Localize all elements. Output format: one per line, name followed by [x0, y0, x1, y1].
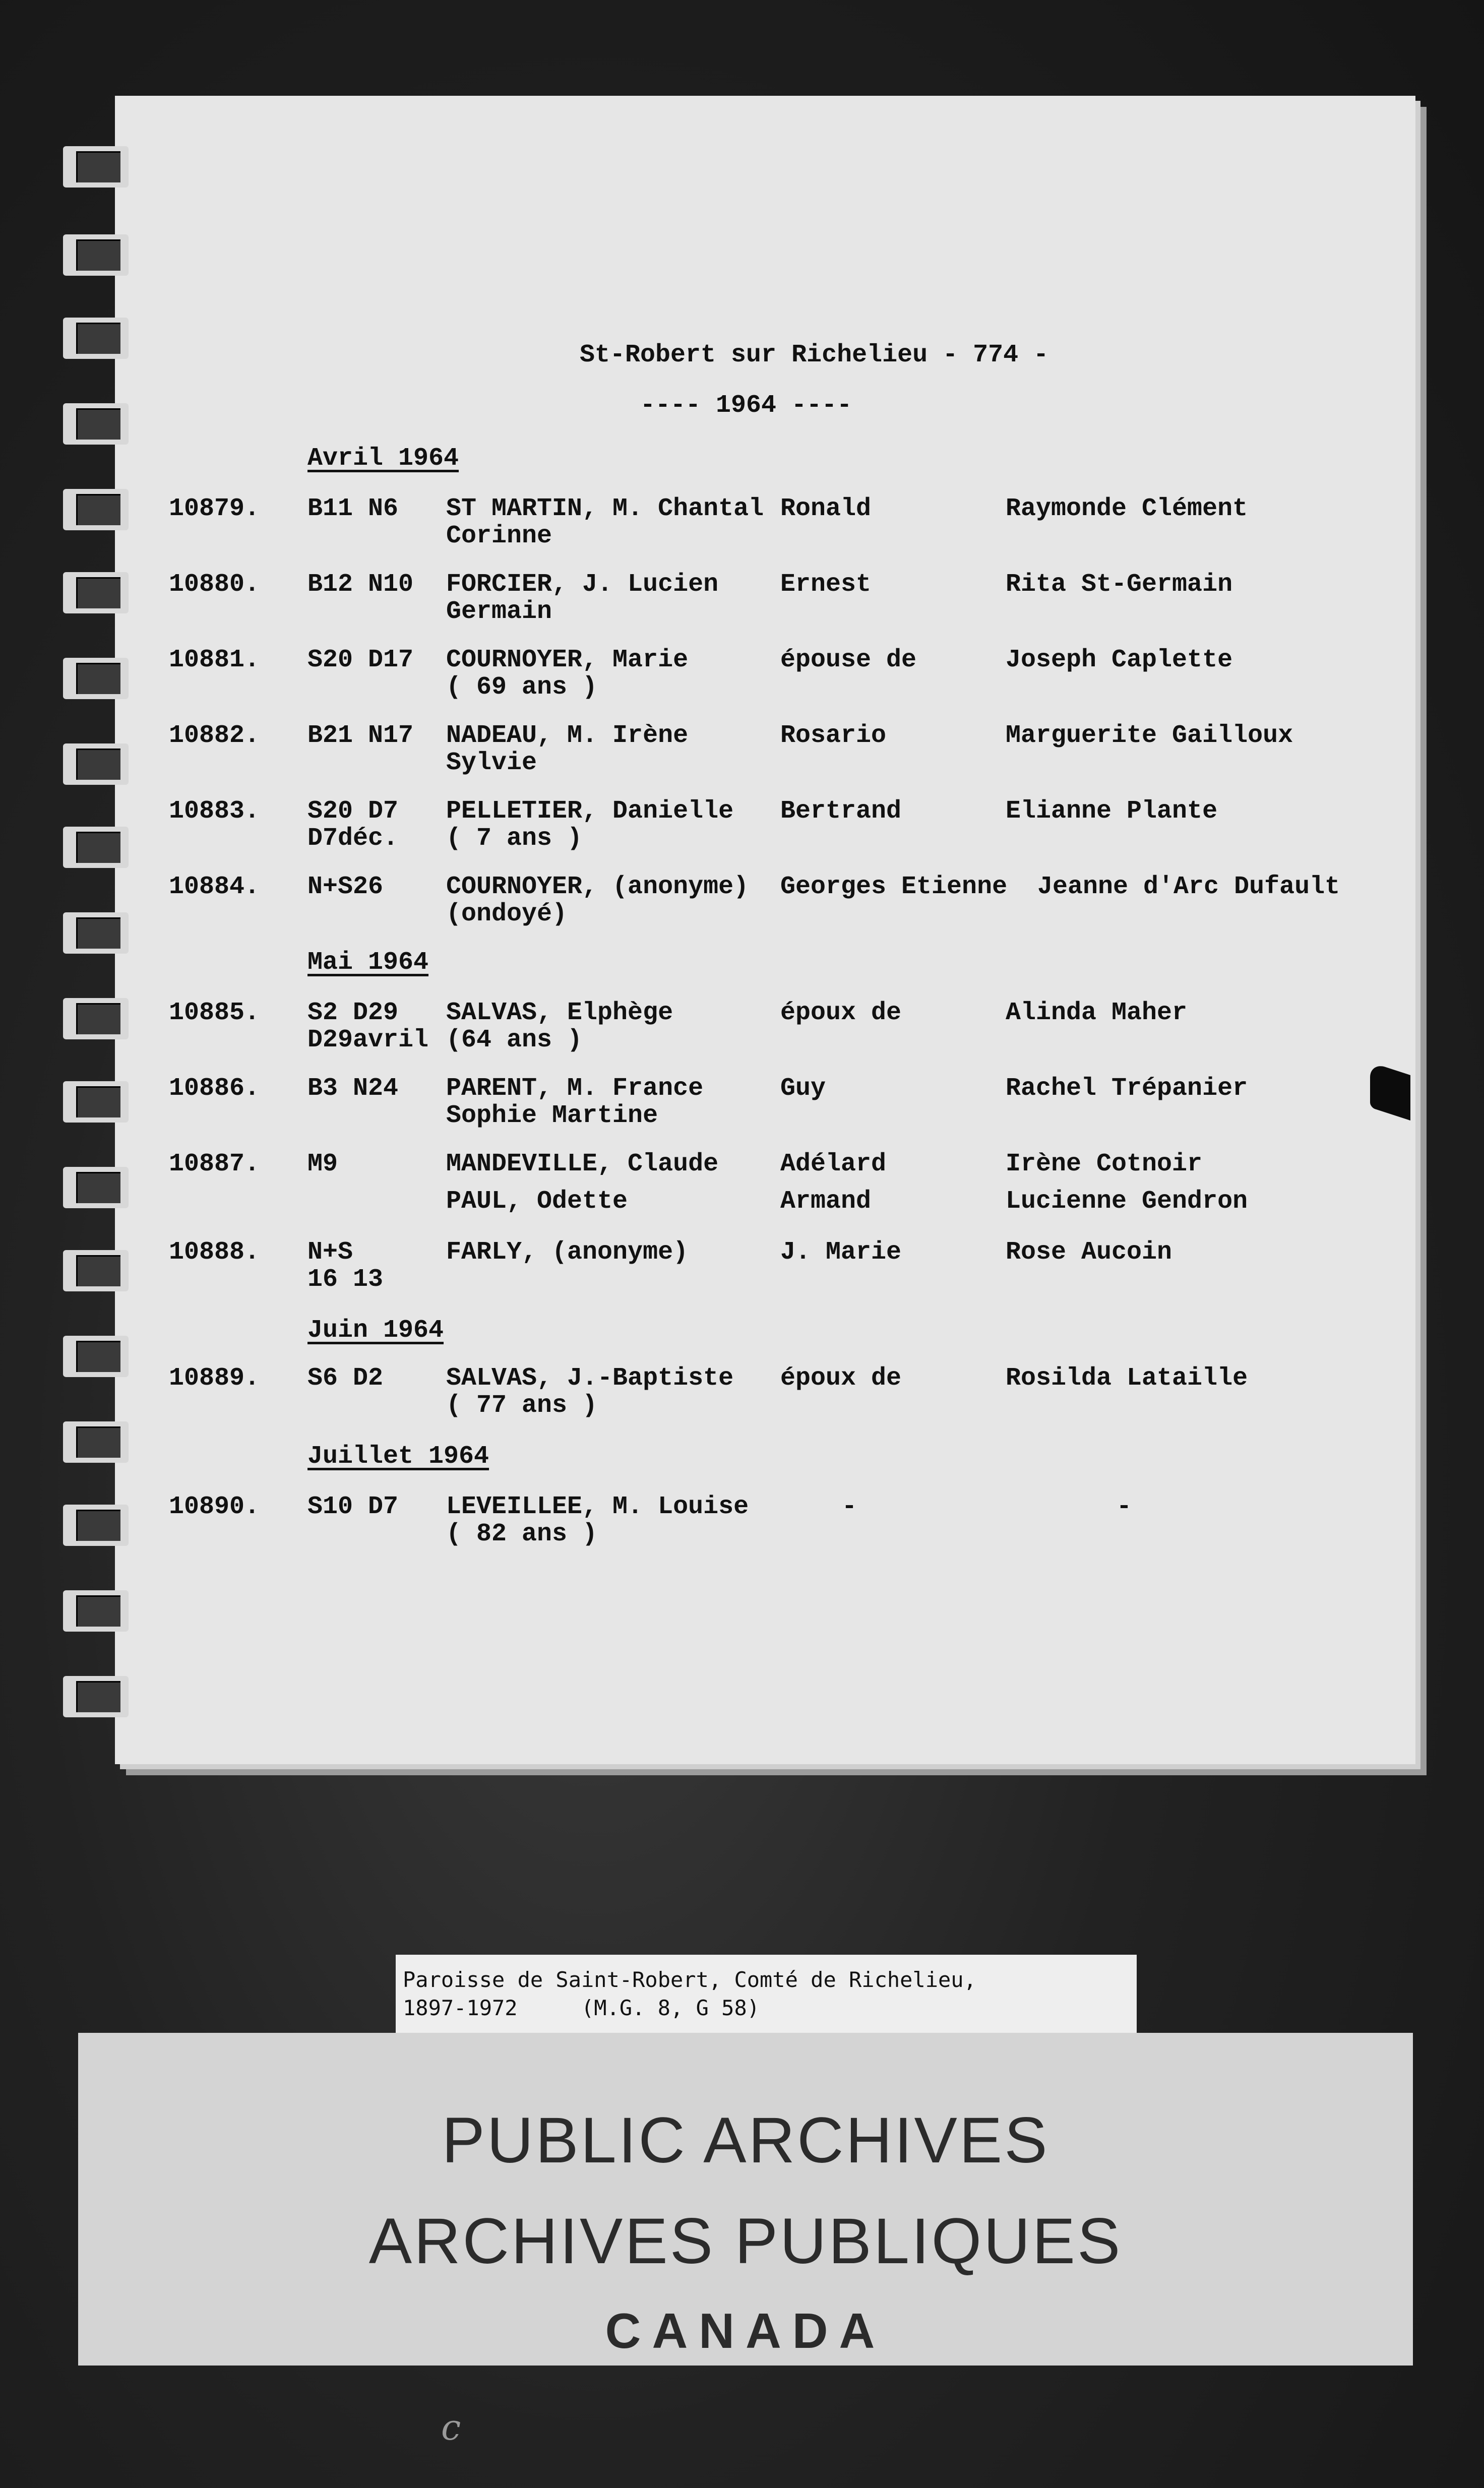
- entry-code: B3 N24: [307, 1074, 399, 1103]
- entry-code: B12 N10: [307, 570, 414, 599]
- entry-code: S6 D2: [307, 1364, 384, 1393]
- entry-name-line2: Corinne: [446, 522, 552, 550]
- entry-mother: Rita St-Germain: [1006, 570, 1233, 599]
- entry-name: MANDEVILLE, Claude: [446, 1150, 719, 1178]
- entry-number: 10885.: [169, 999, 260, 1027]
- entry-code: M9: [307, 1150, 338, 1178]
- entry-code-line2: D29avril: [307, 1026, 429, 1054]
- entry-code: N+S: [307, 1238, 353, 1267]
- entry-mother: Joseph Caplette: [1006, 646, 1233, 674]
- collection-label-line2: 1897-1972 (M.G. 8, G 58): [403, 1996, 760, 2020]
- entry-mother: Raymonde Clément: [1006, 494, 1248, 523]
- entry-father: Rosario: [780, 721, 887, 750]
- entry-father: époux de: [780, 1364, 902, 1393]
- entry-number: 10887.: [169, 1150, 260, 1178]
- entry-name: SALVAS, J.-Baptiste: [446, 1364, 734, 1393]
- entry-number: 10888.: [169, 1238, 260, 1267]
- section-heading-july: Juillet 1964: [307, 1442, 489, 1471]
- entry-mother-line2: Lucienne Gendron: [1006, 1187, 1248, 1216]
- binding-ring: [63, 234, 129, 276]
- entry-code-line2: 16 13: [307, 1265, 384, 1294]
- entry-father: -: [842, 1492, 857, 1521]
- entry-father-line2: Armand: [780, 1187, 872, 1216]
- entry-number: 10886.: [169, 1074, 260, 1103]
- entry-mother: Marguerite Gailloux: [1006, 721, 1293, 750]
- entry-father: Guy: [780, 1074, 826, 1103]
- archives-card: [78, 2033, 1413, 2366]
- entry-name: SALVAS, Elphège: [446, 999, 673, 1027]
- entry-name: FARLY, (anonyme): [446, 1238, 689, 1267]
- entry-mother: Alinda Maher: [1006, 999, 1188, 1027]
- entry-name-line2: ( 69 ans ): [446, 673, 598, 702]
- entry-name-line2: ( 7 ans ): [446, 824, 583, 853]
- entry-code: S2 D29: [307, 999, 399, 1027]
- entry-name: ST MARTIN, M. Chantal: [446, 494, 764, 523]
- entry-name-line2: (64 ans ): [446, 1026, 583, 1054]
- entry-code: B11 N6: [307, 494, 399, 523]
- pencil-mark: c: [441, 2407, 461, 2448]
- entry-mother: Jeanne d'Arc Dufault: [1037, 873, 1340, 901]
- entry-number: 10881.: [169, 646, 260, 674]
- entry-name-line2: PAUL, Odette: [446, 1187, 628, 1216]
- section-heading-may: Mai 1964: [307, 948, 429, 977]
- entry-number: 10884.: [169, 873, 260, 901]
- binding-ring: [63, 146, 129, 188]
- entry-name-line2: (ondoyé): [446, 900, 568, 928]
- entry-name-line2: Germain: [446, 597, 552, 626]
- register-entry: [0, 1492, 1484, 1696]
- entry-father: Georges Etienne: [780, 873, 1008, 901]
- entry-code: B21 N17: [307, 721, 414, 750]
- entry-number: 10879.: [169, 494, 260, 523]
- entry-name: COURNOYER, (anonyme): [446, 873, 749, 901]
- entry-mother: Rosilda Lataille: [1006, 1364, 1248, 1393]
- section-heading-june: Juin 1964: [307, 1316, 444, 1345]
- entry-name-line2: ( 77 ans ): [446, 1391, 598, 1420]
- entry-number: 10883.: [169, 797, 260, 826]
- entry-name: LEVEILLEE, M. Louise: [446, 1492, 749, 1521]
- register-title: St-Robert sur Richelieu - 774 -: [580, 341, 1049, 369]
- archives-heading-french: ARCHIVES PUBLIQUES: [368, 2205, 1123, 2277]
- binding-ring: [63, 403, 129, 445]
- entry-number: 10882.: [169, 721, 260, 750]
- entry-mother: Rachel Trépanier: [1006, 1074, 1248, 1103]
- entry-father: Ronald: [780, 494, 872, 523]
- entry-name-line2: Sylvie: [446, 749, 537, 777]
- archives-heading-english: PUBLIC ARCHIVES: [442, 2104, 1049, 2176]
- entry-mother: -: [1117, 1492, 1132, 1521]
- entry-name-line2: ( 82 ans ): [446, 1520, 598, 1548]
- entry-number: 10890.: [169, 1492, 260, 1521]
- entry-father: Bertrand: [780, 797, 902, 826]
- entry-father: épouse de: [780, 646, 917, 674]
- archives-country: CANADA: [605, 2303, 886, 2358]
- entry-name: PARENT, M. France: [446, 1074, 704, 1103]
- entry-name: COURNOYER, Marie: [446, 646, 689, 674]
- entry-mother: Elianne Plante: [1006, 797, 1218, 826]
- entry-code: S10 D7: [307, 1492, 399, 1521]
- collection-label-line1: Paroisse de Saint-Robert, Comté de Richelieu,: [403, 1967, 976, 1992]
- entry-father: Adélard: [780, 1150, 887, 1178]
- entry-name: PELLETIER, Danielle: [446, 797, 734, 826]
- entry-number: 10889.: [169, 1364, 260, 1393]
- entry-name-line2: Sophie Martine: [446, 1101, 658, 1130]
- collection-label: [396, 1955, 1137, 2033]
- entry-father: époux de: [780, 999, 902, 1027]
- entry-mother: Rose Aucoin: [1006, 1238, 1172, 1267]
- entry-number: 10880.: [169, 570, 260, 599]
- entry-code: N+S26: [307, 873, 384, 901]
- entry-code: S20 D7: [307, 797, 399, 826]
- entry-name: FORCIER, J. Lucien: [446, 570, 719, 599]
- entry-code-line2: D7déc.: [307, 824, 399, 853]
- entry-father: J. Marie: [780, 1238, 902, 1267]
- entry-father: Ernest: [780, 570, 872, 599]
- entry-code: S20 D17: [307, 646, 414, 674]
- section-heading-april: Avril 1964: [307, 444, 459, 473]
- register-year: ---- 1964 ----: [640, 391, 852, 420]
- binding-ring: [63, 318, 129, 359]
- entry-name: NADEAU, M. Irène: [446, 721, 689, 750]
- entry-mother: Irène Cotnoir: [1006, 1150, 1203, 1178]
